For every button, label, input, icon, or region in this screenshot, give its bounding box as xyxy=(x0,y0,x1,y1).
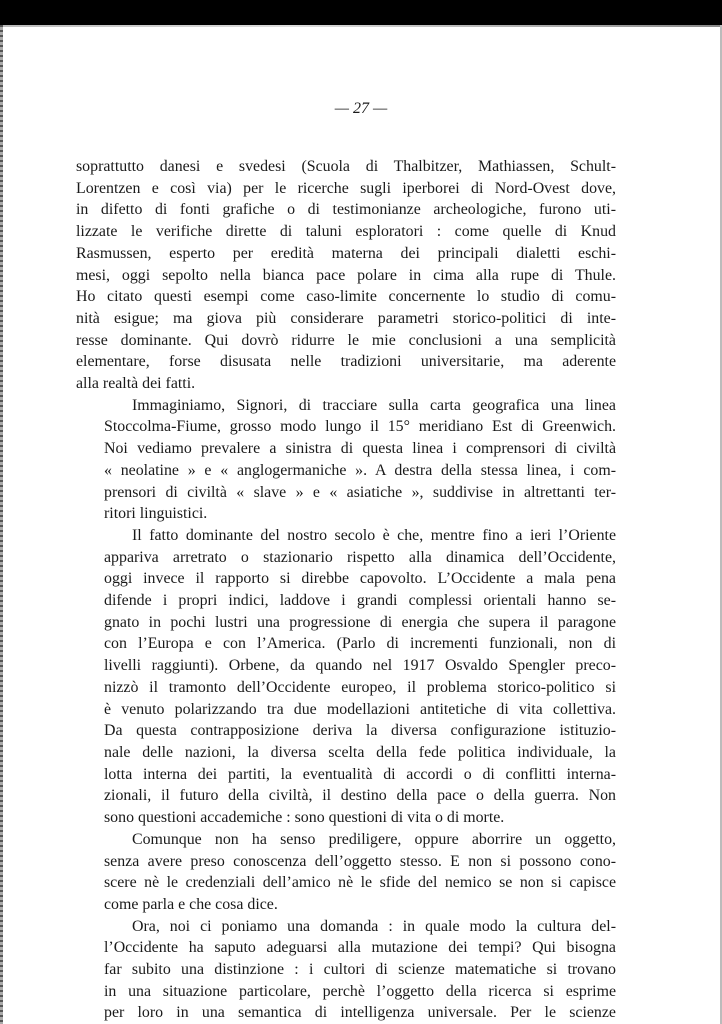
body-text xyxy=(76,156,616,1024)
text-line: nizzò il tramonto dell’Occidente europeo, il problema storico-politico si xyxy=(104,678,616,696)
text-line: senza avere preso conoscenza dell’oggetto stesso. E non si possono cono- xyxy=(104,852,616,870)
text-line: Comunque non ha senso prediligere, oppure aborrire un oggetto, xyxy=(132,830,616,848)
text-line: scere nè le credenziali dell’amico nè le sfide del nemico se non si capisce xyxy=(104,874,616,892)
text-line: livelli raggiunti). Orbene, da quando nel 1917 Osvaldo Spengler preco- xyxy=(104,657,616,675)
text-line: appariva arretrato o stazionario rispetto alla dinamica dell’Occidente, xyxy=(104,548,616,566)
scan-border-top xyxy=(0,0,722,25)
text-line: gnato in pochi lustri una progressione di energia che supera il paragone xyxy=(104,613,616,631)
text-line: Da questa contrapposizione deriva la diversa configurazione istituzio- xyxy=(104,722,616,740)
text-line: l’Occidente ha saputo adeguarsi alla mutazione dei tempi? Qui bisogna xyxy=(104,939,616,957)
text-line: con l’Europa e con l’America. (Parlo di incrementi funzionali, non di xyxy=(104,635,616,653)
text-line: Lorentzen e così via) per le ricerche sugli iperborei di Nord-Ovest dove, xyxy=(76,179,616,197)
page-edge-left xyxy=(0,25,3,1024)
text-line: per loro in una semantica di intelligenza universale. Per le scienze xyxy=(104,1004,616,1022)
page-number: — 27 — xyxy=(334,100,388,117)
text-line: sono questioni accademiche : sono questioni di vita o di morte. xyxy=(104,809,505,827)
text-line: è venuto polarizzando tra due modellazioni antitetiche di vita collettiva. xyxy=(104,700,616,718)
text-line: « neolatine » e « anglogermaniche ». A destra della stessa linea, i com- xyxy=(104,461,616,479)
text-line: lotta interna dei partiti, la eventualità di accordi o di conflitti interna- xyxy=(104,765,616,783)
text-line: Rasmussen, esperto per eredità materna dei principali dialetti eschi- xyxy=(76,244,616,262)
text-line: oggi invece il rapporto si direbbe capovolto. L’Occidente a mala pena xyxy=(104,570,616,588)
page-edge-top xyxy=(0,25,722,27)
text-line: elementare, forse disusata nelle tradizioni universitarie, ma aderente xyxy=(76,353,616,371)
paragraph xyxy=(76,916,616,1024)
paragraph xyxy=(76,156,616,395)
text-line: mesi, oggi sepolto nella bianca pace polare in cima alla rupe di Thule. xyxy=(76,266,616,284)
text-line: Immaginiamo, Signori, di tracciare sulla carta geografica una linea xyxy=(132,396,616,414)
text-line: nale delle nazioni, la diversa scelta della fede politica individuale, la xyxy=(104,743,616,761)
text-line: soprattutto danesi e svedesi (Scuola di Thalbitzer, Mathiassen, Schult- xyxy=(76,158,616,175)
text-line: Il fatto dominante del nostro secolo è che, mentre fino a ieri l’Oriente xyxy=(132,526,616,544)
paragraph xyxy=(76,395,616,525)
text-line: in difetto di fonti grafiche o di testimonianze archeologiche, furono uti- xyxy=(76,201,616,219)
text-line: resse dominante. Qui dovrò ridurre le mie conclusioni a una semplicità xyxy=(76,331,616,349)
text-line: far subito una distinzione : i cultori di scienze matematiche si trovano xyxy=(104,961,616,979)
text-line: zionali, il futuro della civiltà, il destino della pace o della guerra. Non xyxy=(104,787,616,805)
text-line: ritori linguistici. xyxy=(104,505,208,523)
text-line: Ora, noi ci poniamo una domanda : in quale modo la cultura del- xyxy=(132,917,616,935)
text-line: come parla e che cosa dice. xyxy=(104,895,278,913)
paragraph xyxy=(76,829,616,916)
text-line: prensori di civiltà « slave » e « asiatiche », suddivise in altrettanti ter- xyxy=(104,483,616,501)
text-line: alla realtà dei fatti. xyxy=(76,375,196,393)
text-line: lizzate le verifiche dirette di taluni esploratori : come quelle di Knud xyxy=(76,223,616,241)
text-line: Stoccolma-Fiume, grosso modo lungo il 15° meridiano Est di Greenwich. xyxy=(104,418,616,436)
text-line: difende i propri indici, laddove i grandi complessi orientali hanno se- xyxy=(104,592,616,610)
text-line: Ho citato questi esempi come caso-limite concernente lo studio di comu- xyxy=(76,288,616,306)
text-line: in una situazione particolare, perchè l’oggetto della ricerca si esprime xyxy=(104,982,616,1000)
text-line: nità esigue; ma giova più considerare parametri storico-politici di inte- xyxy=(76,309,616,327)
text-line: Noi vediamo prevalere a sinistra di questa linea i comprensori di civiltà xyxy=(104,440,616,458)
paragraph xyxy=(76,525,616,829)
